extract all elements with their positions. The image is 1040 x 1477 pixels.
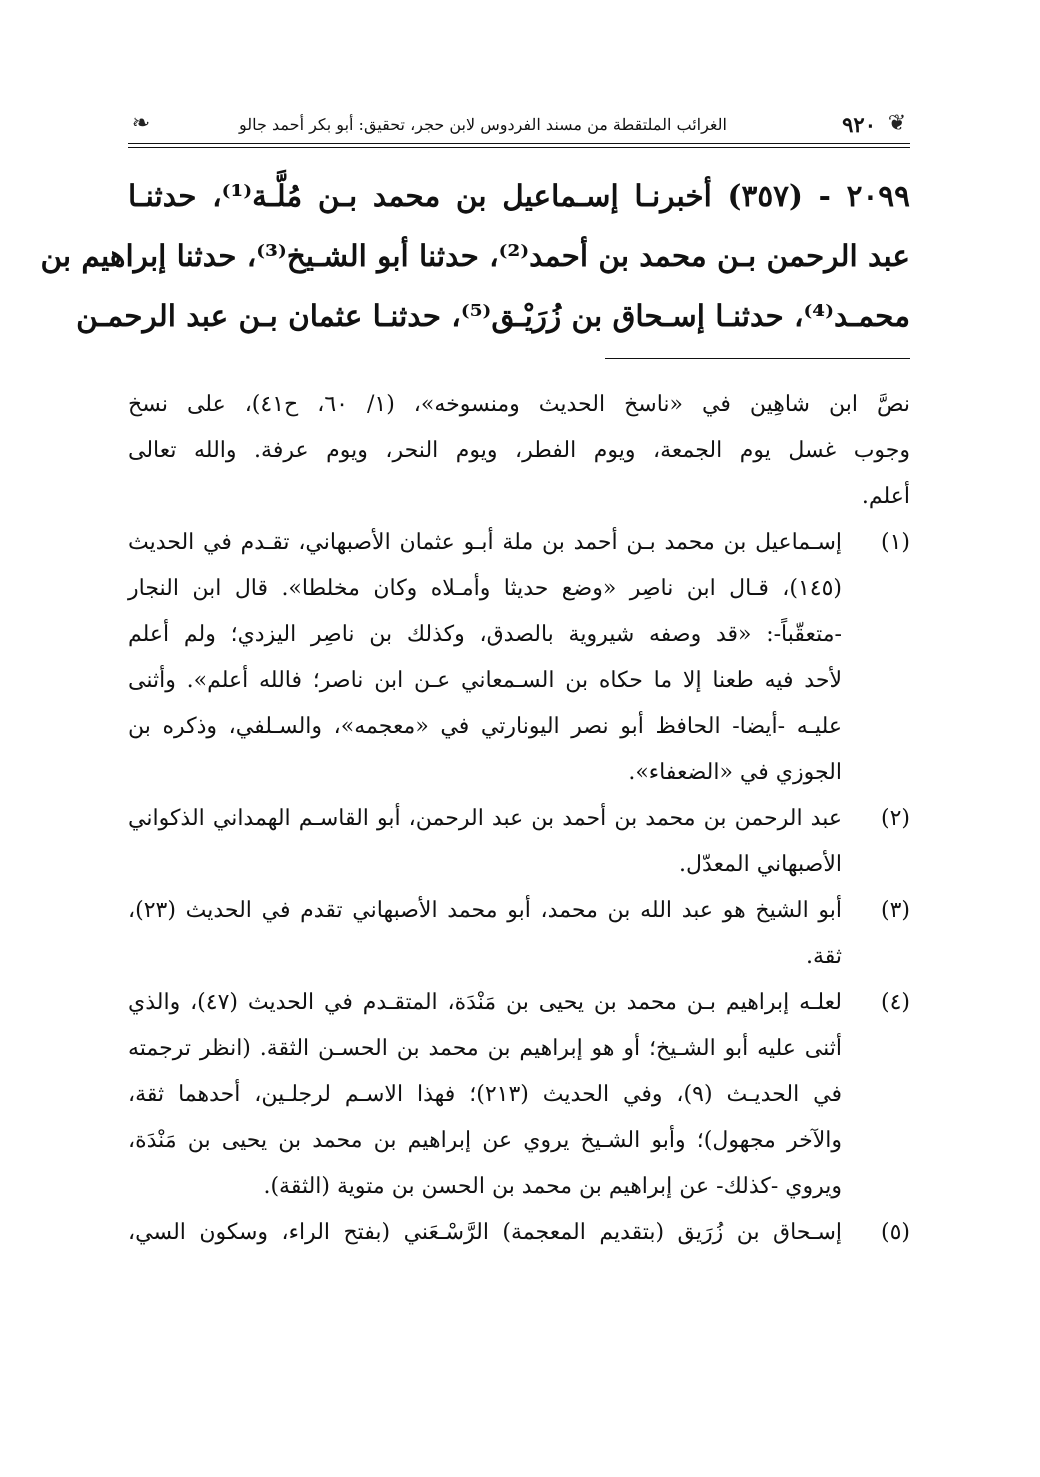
footnote-number: (٢) [880, 806, 910, 831]
footnote-line: وجوب غسل يوم الجمعة، ويوم الفطر، ويوم النحر، ويوم عرفة. والله تعالى [128, 438, 910, 463]
footnote-number: (٥) [880, 1220, 910, 1245]
footnote-line: إسـحاق بن زُرَيق (بتقديم المعجمة) الرَّسْـعَني (بفتح الراء، وسكون السي، [128, 1220, 842, 1245]
footnote-4 [128, 980, 910, 1210]
footnotes [128, 382, 910, 1256]
footnote-line: الأصبهاني المعدّل. [679, 852, 842, 877]
footnote-line: لعلـه إبراهيم بـن محمد بن يحيى بن مَنْدَة، المتقـدم في الحديث (٤٧)، والذي [128, 990, 842, 1015]
footnote-line: نصَّ ابن شاهِين في «ناسخ الحديث ومنسوخه»، (١/ ٦٠، ح٤١)، على نسخ [128, 392, 911, 417]
footnote-line: عليـه -أيضا- الحافظ أبو نصر اليونارتي في «معجمه»، والسـلفي، وذكره بن [128, 714, 842, 739]
footnote-separator [605, 358, 910, 359]
footnote-line: -متعقّباً-: «قد وصفه شيروية بالصدق، وكذلك بن ناصِر اليزدي؛ ولم أعلم [128, 622, 842, 647]
footnote-2 [128, 796, 910, 888]
header-rule [128, 143, 910, 144]
footnote-line: عبد الرحمن بن محمد بن أحمد بن عبد الرحمن، أبو القاسـم الهمداني الذكواني [128, 806, 842, 831]
running-header [128, 103, 910, 149]
footnote-line: ثقة. [805, 944, 842, 969]
footnote-line: أثنى عليه أبو الشـيخ؛ أو هو إبراهيم بن محمد بن الحسـن الثقة. (انظر ترجمته [128, 1036, 842, 1061]
footnote-line: الجوزي في «الضعفاء». [628, 760, 842, 785]
footnote-number: (٤) [880, 990, 910, 1015]
footnote-number: (٣) [880, 898, 910, 923]
running-title: الغرائب الملتقطة من مسند الفردوس لابن حجر، تحقيق: أبو بكر أحمد جالو [239, 115, 727, 134]
footnote-1 [128, 520, 910, 796]
footnote-line: لأحد فيه طعنا إلا ما حكاه بن السـمعاني عـن ابن ناصر؛ فالله أعلم». وأثنى [128, 668, 842, 693]
hadith-line: عبد الرحمن بـن محمد بن أحمد⁽²⁾، حدثنا أبو الشـيخ⁽³⁾، حدثنا إبراهيم بن [40, 238, 910, 273]
footnote-number: (١) [880, 530, 910, 555]
ornament-left-icon: ❧ [131, 111, 151, 136]
footnote-line: أعلم. [861, 484, 910, 509]
footnote-line: ويروي -كذلك- عن إبراهيم بن محمد بن الحسن بن متوية (الثقة). [263, 1174, 842, 1199]
page-number: ٩٢٠ [842, 112, 876, 137]
footnote-5 [128, 1210, 910, 1256]
hadith-line: ٢٠٩٩ - (٣٥٧) أخبرنـا إسـماعيل بن محمد بـن مُلَّـة⁽¹⁾، حدثنـا [128, 178, 910, 213]
footnote-line: في الحديـث (٩)، وفي الحديث (٢١٣)؛ فهذا الاسـم لرجلـين، أحدهما ثقة، [128, 1082, 842, 1107]
footnote-line: والآخر مجهول)؛ وأبو الشـيخ يروي عن إبراهيم بن محمد بن يحيى بن مَنْدَة، [128, 1128, 842, 1153]
footnote-line: أبو الشيخ هو عبد الله بن محمد، أبو محمد الأصبهاني تقدم في الحديث (٢٣)، [128, 898, 842, 923]
footnote-line: إسـماعيل بن محمد بـن أحمد بن ملة أبـو عثمان الأصبهاني، تقـدم في الحديث [128, 530, 842, 555]
footnote-line: (١٤٥)، قـال ابن ناصِر «وضع حديثا وأمـلاه وكان مخلطا». قال ابن النجار [128, 576, 842, 601]
hadith-text [40, 166, 910, 346]
footnote-3 [128, 888, 910, 980]
header-rule-thin [128, 147, 910, 148]
footnote-continuation [128, 382, 910, 520]
ornament-right-icon: ❦ [887, 111, 907, 136]
hadith-line: محمـد⁽⁴⁾، حدثنـا إسـحاق بن زُرَيْـق⁽⁵⁾، حدثنـا عثمان بـن عبد الرحمـن [76, 298, 910, 333]
